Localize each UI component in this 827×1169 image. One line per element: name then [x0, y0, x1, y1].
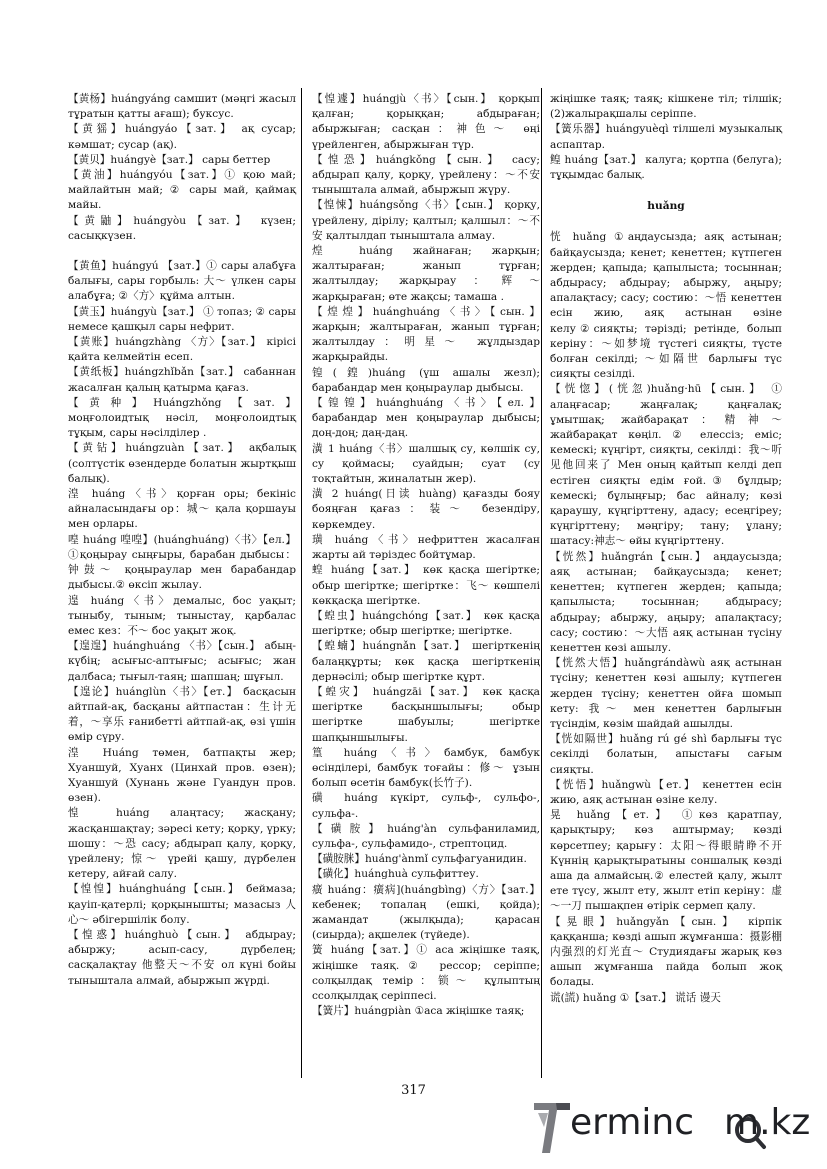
entry: 癀 huáng：癀病](huángbìng)〈方〉【зат.】 кебенек; топалаң (ешкі, қойда); жамандат (жылқыда); қарасан (сиырда); ақшелек (түйеде).	[312, 883, 540, 942]
entry: 【恍悟】huǎngwù【ет.】 кенеттен есін жию, аяқ астынан өзіне келу.	[550, 778, 782, 806]
entry: 【蝗灾】 huángzāi【зат.】 көк қасқа шегіртке басқыншылығы; обыр шегіртке шабуылы; шегіртке шапқыншылығы.	[312, 685, 540, 744]
dictionary-column-2	[312, 92, 540, 1019]
entry: 【恍惚】(恍忽)huǎng·hū【сын.】 ① алаңғасар; жаңғалақ; қаңғалақ; ұмытшақ; жайбарақат：精神～ жайбарақат көңіл. ② елессіз; еміс; кемескі; күңгірт, сияқты, секілді：我～听见他回来了 Мен оның қайтып келді деп естіген сияқты едім ғой.③ бұлдыр; кемескі; бұлыңғыр; бас айналу; көзі қараушу, күңгірттену, адасу; есеңгіреу; күңгірттену; мәңгіру; тану; ұлану; шатасу:神志～ өйы күңгірттену.	[550, 383, 782, 548]
entry: 潢 2 huáng(日读 huàng) қағазды бояу бояңған қағаз：装～ безендіру, көркемдеу.	[312, 488, 540, 531]
entry: 【簧乐器】huángyuèqì тілшелі музыкалық аспаптар.	[550, 123, 782, 151]
entry: 【磺胺】huáng'àn сульфаниламид, сульфа-, сульфамидо-, стрептоцид.	[312, 822, 540, 850]
entry: 【蝗虫】huángchóng【зат.】 көк қасқа шегіртке; обыр шегіртке; шегіртке.	[312, 609, 540, 638]
entry: 蝗 huáng【зат.】 көк қасқа шегіртке; обыр шегіртке; шегіртке：飞～ көшпелі көкқасқа шегіртке.	[312, 564, 540, 607]
entry: 煌 huáng жайнаған; жарқын; жалтыраған; жанып тұрған; жалтылдау; жарқырау：辉～жарқыраған; өте жақсы; тамаша .	[312, 245, 540, 303]
entry: 恍 huǎng ①аңдаусызда; аяқ астынан; байқаусызда; кенет; кенеттен; күтпеген жерден; қапыда; қапылыста; тосыннан; абдырасу; абдырау; абыржу, аңыру; апалақтасу; сасу; состию：～悟 кенеттен есін жию, аяқ астынан өзіне келу②сияқты; тәрізді; ретінде, болып керіну：～如梦境 түстегі сияқты, түсте болған секілді; ～如隔世 барлығы түс сияқты сезілді.	[550, 231, 782, 381]
entry: 鳇 huáng【зат.】 калуга; қортпа (белуга); тұқымдас балық.	[550, 153, 782, 182]
entry: 锽(鍠)huáng (үш ашалы жезл); барабандар мен қоңыраулар дыбысы.	[312, 366, 540, 394]
entry: 【黄油】huángyóu【зат.】① қою май; майлайтын май; ② сары май, қаймақ майы.	[68, 169, 296, 212]
entry: 【黄钻】huángzuàn【зат.】 ақбалық (солтүстік өзендерде болатын жыртқыш балық).	[68, 442, 296, 485]
entry: 遑 huáng〈书〉демалыс, бос уақыт; тыныбу, тыным; тыныстау, қарбалас емес кез：不～ бос уақыт жоқ.	[68, 594, 296, 637]
entry: 【惶恐】huángkǒng【сын.】 сасу; абдырап қалу, қорқу, үрейлену：～不安 тыныштала алмай, абыржып жүру.	[312, 153, 540, 197]
entry: 惶 huáng алаңтасу; жасқану; жасқаншақтау; зәресі кету; қорқу, үрку; шошу：～恐 сасу; абдырап қалу, қорқу, үрейлену; 惊～ үрейі қашу, дүрбелен кетеру, айғай салу.	[68, 807, 296, 881]
entry: 【簧片】huángpiàn ①аса жіңішке таяқ;	[312, 1005, 525, 1018]
column-rule-right	[541, 88, 542, 1078]
entry: 【磺化】huánghuà сульфиттеу.	[312, 868, 479, 881]
entry: 【蝗蝻】huángnǎn【зат.】 шегірткенің балаңқұрты; көк қасқа шегірткенің дернәсілі; обыр шегіртке құрт.	[312, 640, 540, 683]
entry: 【煌煌】huánghuáng〈书〉【сын.】 жарқын; жалтыраған, жанып тұрған; жалтылдау：明星～ жұлдыздар жарқырайды.	[312, 305, 540, 364]
entry: 簧 huáng【зат.】① аса жіңішке таяқ, жіңішке таяқ.② рессор; серіппе; солқылдақ темір：锁～ құлыптың ссолқылдақ серіппесі.	[312, 944, 540, 1002]
entry: 【磺胺脒】huáng'ànmǐ сульфагуанидин.	[312, 853, 527, 866]
dictionary-column-1	[68, 92, 296, 989]
entry: 【黄猺】huángyáo【зат.】 ақ сусар; кәмшат; сусар (ақ).	[68, 123, 296, 151]
entry: 【遑遑】huánghuáng 〈书〉【сын.】 абың-күбің; асығыс-аптығыс; асығыс; жан далбаса; тығыл-таяң; шапшаң; шұғыл.	[68, 640, 296, 683]
entry: 【锽锽】huánghuáng〈书〉【ел.】 барабандар мен қоңыраулар дыбысы; доң-доң; даң-даң.	[312, 397, 540, 440]
section-heading: huǎng	[647, 200, 685, 213]
entry: 【黄种】Huángzhǒng【зат.】 моңғолоидтық нәсіл, моңғолоидтық тұқым, сары нәсілділер .	[68, 396, 296, 440]
logo-wordmark-c: c	[674, 1102, 694, 1143]
entry: 【黄账】huángzhàng 〈方〉【зат.】 кірісі қайта келмейтін есеп.	[68, 336, 296, 364]
entry: 湟 Huáng төмен, батпақты жер; Хуаншуй, Хуанх (Цинхай пров. өзен); Хуаншуй (Хунань және Гуандун пров. өзен).	[68, 746, 296, 805]
entry: 【恍然大悟】huǎngrándàwù аяқ астынан түсіну; кенеттен көзі ашылу; күтпеген жерден түсіну; кенеттен ойға шомып кету: 我～ мен кенеттен барлығын түсіндім, көзім шайдай ашылды.	[550, 657, 782, 730]
entry: 磺 huáng күкірт, сульф-, сульфо-, сульфа-.	[312, 792, 540, 820]
entry: 【惶遽】huángjù〈书〉【сын.】 қорқып қалған; қорыққан; абдыраған; абыржыған; сасқан：神色～ өңі үрейленген, абыржыған түр.	[312, 93, 540, 151]
entry: 【黄玉】huángyù【зат.】 ① топаз; ② сары немесе қашқыл сары нефрит.	[68, 305, 296, 333]
entry: 谎(謊) huǎng ①【зат.】 谎话 谩天	[550, 991, 721, 1004]
entry: 【黄鼬】huángyòu【зат.】 күзен; сасықкүзен.	[68, 214, 296, 242]
entry: жіңішке таяқ; таяқ; кішкене тіл; тілшік; (2)жалырақшалы серіппе.	[550, 93, 782, 121]
dictionary-column-3	[550, 92, 782, 1006]
entry: 【黄鱼】huángyú 【зат.】① сары алабұға балығы, сары горбыль: 大～ үлкен сары алабұға; ②〈方〉құйма алтын.	[68, 260, 296, 303]
entry: 篁 huáng〈书〉бамбук, бамбук өсінділері, бамбук тоғайы：修～ ұзын болып өсетін бамбук(长竹子).	[312, 746, 540, 790]
entry: 【黄杨】huángyáng самшит (мәңгі жасыл тұратын қатты ағаш); буксус.	[68, 93, 296, 121]
entry: 【惶惑】huánghuò【сын.】 абдырау; абыржу; асып-сасу, дүрбелең; сасқалақтау 他整天～不安 ол күні бойы тыныштала алмай, абыржып жүрді.	[68, 928, 296, 987]
entry: 【黄纸板】huángzhǐbǎn【зат.】 сабаннан жасалған қалың қатырма қағаз.	[68, 366, 296, 394]
entry: 【惶悚】huángsǒng〈书〉【сын.】 қорқу, үрейлену, дірілу; қалтыл; қалшыл：～不安 қалтылдап тыныштала алмау.	[312, 199, 540, 242]
entry: 璜 huáng〈书〉нефриттен жасалған жарты ай тәріздес бойтұмар.	[312, 533, 540, 562]
entry: 【遑论】huánglùn〈书〉【ет.】 басқасын айтпай-ақ, басқаны айтпастан：生计无着，～享乐 ғанибетті айтпай-ақ, өзі үшін өмір сүру.	[68, 685, 296, 744]
entry: 【晃眼】huǎngyǎn【сын.】 кірпік қаққанша; көзді ашып жұмғанша：摄影棚内强烈的灯光直～ Студиядағы жарық көз ашып жұмғанша пайда болып жоқ болады.	[550, 915, 782, 989]
entry: 潢 1 huáng〈书〉шалшық су, көлшік су, су қоймасы; суайдын; суат (су тоқтайтын, жиналатын жер).	[312, 442, 540, 486]
logo-wordmark	[570, 1102, 810, 1143]
logo-wordmark-left: ermin	[570, 1102, 675, 1143]
entry: 【惶惶】huánghuáng【сын.】 беймаза; қауіп-қатерлі; қорқынышты; мазасыз 人心～ әбігершілік болу.	[68, 883, 296, 926]
page-number: 317	[401, 1083, 426, 1098]
entry: 【黄贝】huángyè【зат.】 сары беттер	[68, 153, 271, 166]
entry: 湟 huáng〈书〉қорған оры; бекініс айналасындағы ор：城～ қала қоршауы мен орлары.	[68, 488, 296, 531]
logo-wordmark-right: m.kz	[724, 1102, 811, 1143]
entry: 【恍然】huǎngrán【сын.】 аңдаусызда; аяқ астынан; байқаусызда; кенет; кенеттен; күтпеген жерден; қапыда; қапылыста; тосыннан; абдырасу; абдырау; абыржу, аңыру; апалақтасу; сасу; состию：～大悟 аяқ астынан түсіну кенеттен көзі ашылу.	[550, 550, 782, 654]
entry: 喤 huáng 喤喤】(huánghuáng)〈书〉【ел.】 ①қоңырау сыңғыры, барабан дыбысы：钟鼓～ қоңыраулар мен барабандар дыбысы.② өксіп жылау.	[68, 533, 296, 592]
column-rule-left	[301, 88, 302, 1078]
entry: 【恍如隔世】huǎng rú gé shì барлығы түс секілді болатын, апыстағы сағым сияқты.	[550, 733, 782, 776]
entry: 晃 huǎng【ет.】 ①көз қаратпау, қарықтыру; көз аштырмау; көзді көрсетпеу; қарығу：太阳～得眼睛睁不开 Күннің қарықтыратыны соншалық көзді аша да алмайсың.② елестей қалу, жылт ете түсу, жылт ету, жылт етіп керіну：虚～一刀 пышақпен өтірік сермеп қалу.	[550, 809, 782, 913]
